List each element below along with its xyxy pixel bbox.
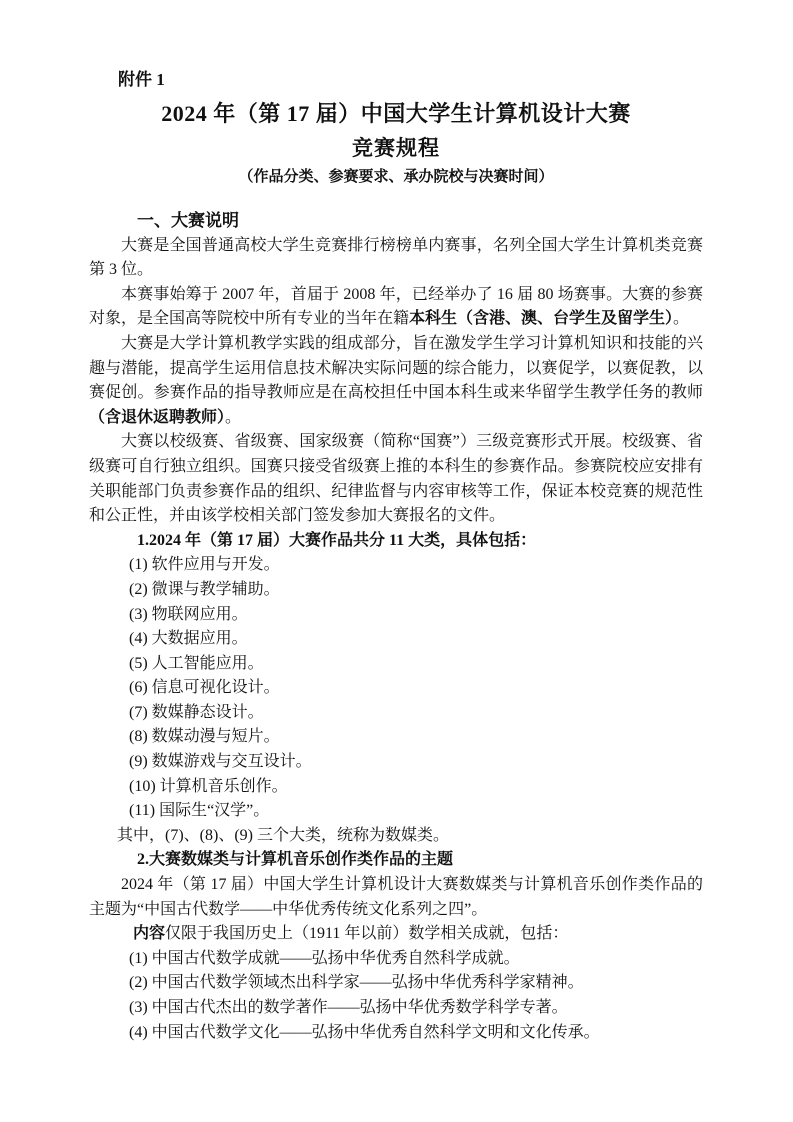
category-list-item: (1) 软件应用与开发。 (129, 556, 280, 574)
paragraph-categories-note: 其中，(7)、(8)、(9) 三个大类，统称为数媒类。 (117, 826, 449, 844)
paragraph-purpose (89, 332, 703, 430)
attachment-label: 附件 1 (118, 70, 165, 89)
category-list-item: (9) 数媒游戏与交互设计。 (129, 753, 312, 771)
text-run: 。 (673, 310, 690, 328)
content-list-item: (1) 中国古代数学成就——弘扬中华优秀自然科学成就。 (129, 949, 520, 967)
category-list-item: (6) 信息可视化设计。 (129, 679, 280, 697)
paragraph-content-intro (89, 922, 703, 947)
content-list-item: (4) 中国古代数学文化——弘扬中华优秀自然科学文明和文化传承。 (129, 1023, 600, 1041)
text-run-bold: （含退休返聘教师） (89, 408, 226, 426)
category-list-item: (2) 微课与教学辅助。 (129, 580, 280, 598)
category-list-item: (7) 数媒静态设计。 (129, 703, 264, 721)
category-list-item: (4) 大数据应用。 (129, 630, 248, 648)
content-list-item: (3) 中国古代杰出的数学著作——弘扬中华优秀数学科学专著。 (129, 999, 568, 1016)
text-run-bold: 内容 (133, 925, 166, 943)
paragraph-ranking: 大赛是全国普通高校大学生竞赛排行榜榜单内赛事，名列全国大学生计算机类竞赛第 3 位。 (89, 236, 703, 279)
document-content (89, 0, 703, 1045)
category-list (89, 553, 703, 824)
subheading-categories: 1.2024 年（第 17 届）大赛作品共分 11 大类，具体包括： (137, 531, 537, 549)
text-run: 仅限于我国历史上（1911 年以前）数学相关成就，包括： (165, 925, 569, 943)
paragraph-history (89, 283, 703, 332)
content-list-item: (2) 中国古代数学领域杰出科学家——弘扬中华优秀科学家精神。 (129, 974, 584, 992)
category-list-item: (5) 人工智能应用。 (129, 654, 264, 672)
section-heading-1: 一、大赛说明 (137, 211, 239, 230)
text-run: 大赛是大学计算机教学实践的组成部分，旨在激发学生学习计算机知识和技能的兴趣与潜能，提高学生运用信息技术解决实际问题的综合能力，以赛促学，以赛促教，以赛促创。参赛作品的指导教师应是在高校担任中国本科生或来华留学生教学任务的教师 (89, 334, 703, 402)
document-subtitle-title: 竞赛规程 (352, 136, 440, 160)
category-list-item: (3) 物联网应用。 (129, 605, 248, 623)
category-list-item: (8) 数媒动漫与短片。 (129, 728, 280, 746)
document-body (89, 209, 703, 1045)
document-subtitle-note: （作品分类、参赛要求、承办院校与决赛时间） (238, 169, 554, 185)
paragraph-levels: 大赛以校级赛、省级赛、国家级赛（简称“国赛”）三级竞赛形式开展。校级赛、省级赛可自行独立组织。国赛只接受省级赛上推的本科生的参赛作品。参赛院校应安排有关职能部门负责参赛作品的组织、纪律监督与内容审核等工作，保证本校竞赛的规范性和公正性，并由该学校相关部门签发参加大赛报名的文件。 (89, 433, 703, 525)
text-run-bold: 本科生（含港、澳、台学生及留学生） (409, 310, 674, 328)
subheading-theme: 2.大赛数媒类与计算机音乐创作类作品的主题 (137, 851, 454, 869)
category-list-item: (11) 国际生“汉学”。 (129, 802, 270, 820)
category-list-item: (10) 计算机音乐创作。 (129, 777, 288, 795)
document-title: 2024 年（第 17 届）中国大学生计算机设计大赛 (161, 101, 631, 126)
content-list (89, 947, 703, 1045)
text-run: 。 (225, 408, 242, 426)
text-run: 本赛事始筹于 2007 年，首届于 2008 年，已经举办了 16 届 80 场赛事。大赛的参赛对象，是全国高等院校中所有专业的当年在籍 (89, 285, 703, 328)
paragraph-theme: 2024 年（第 17 届）中国大学生计算机设计大赛数媒类与计算机音乐创作类作品的主题为“中国古代数学——中华优秀传统文化系列之四”。 (89, 876, 703, 918)
